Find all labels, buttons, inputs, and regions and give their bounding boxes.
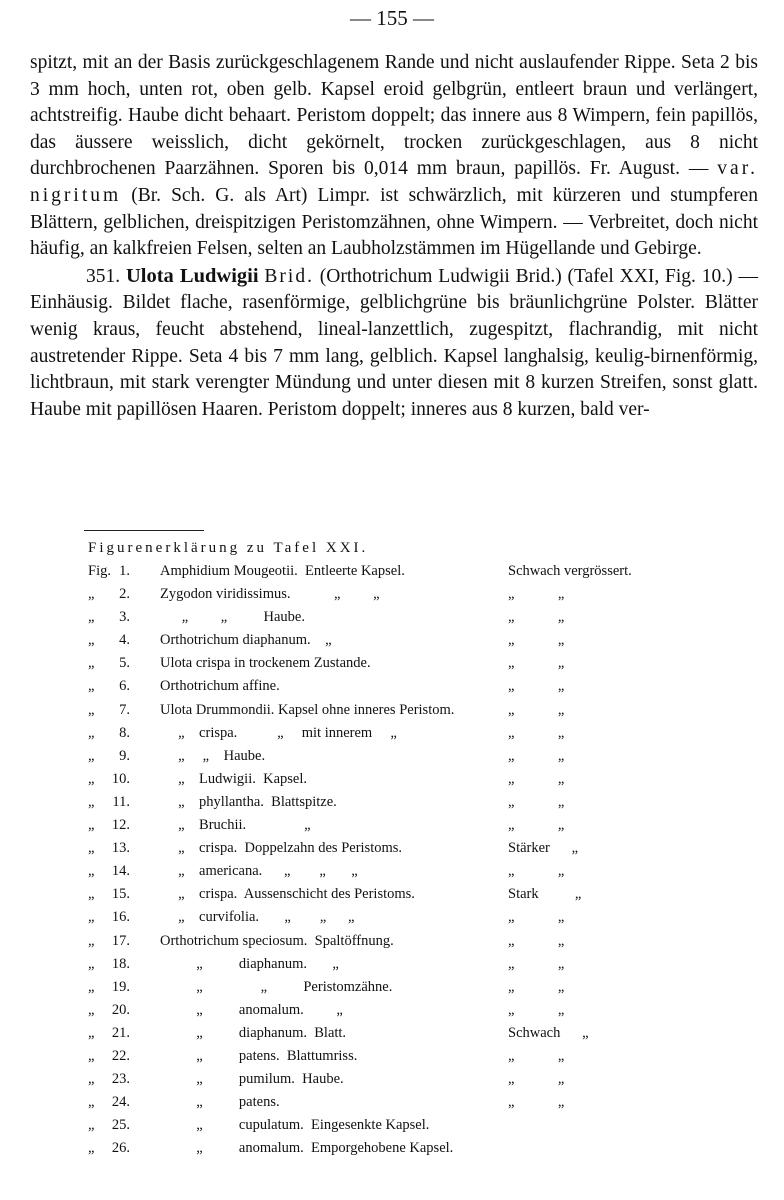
legend-fig-prefix: „ bbox=[88, 655, 95, 672]
legend-fig-magnification: „ „ bbox=[508, 655, 565, 672]
legend-fig-number: 7. bbox=[119, 701, 130, 718]
legend-fig-number: 15. bbox=[111, 886, 130, 903]
legend-fig-magnification: „ „ bbox=[508, 955, 565, 972]
legend-fig-prefix: „ bbox=[88, 1001, 95, 1018]
legend-fig-number: 11. bbox=[112, 793, 130, 810]
legend-fig-magnification: „ „ bbox=[508, 978, 565, 995]
page-number: — 155 — bbox=[350, 6, 434, 30]
legend-fig-description: Orthotrichum affine. bbox=[160, 678, 280, 695]
paragraph-continuation bbox=[30, 50, 758, 263]
legend-fig-prefix: „ bbox=[88, 678, 95, 695]
legend-fig-magnification: „ „ bbox=[508, 863, 565, 880]
legend-row bbox=[88, 1025, 688, 1048]
legend-row bbox=[88, 632, 688, 655]
legend-fig-prefix: „ bbox=[88, 724, 95, 741]
legend-fig-description: „ diaphanum. „ bbox=[160, 955, 339, 972]
legend-fig-description: „ americana. „ „ „ bbox=[160, 863, 358, 880]
legend-fig-description: Orthotrichum diaphanum. „ bbox=[160, 632, 332, 649]
legend-fig-magnification: „ „ bbox=[508, 1094, 565, 1111]
legend-fig-prefix: „ bbox=[88, 1117, 95, 1134]
figure-legend bbox=[88, 563, 688, 1163]
legend-fig-magnification: „ „ bbox=[508, 793, 565, 810]
legend-fig-magnification: „ „ bbox=[508, 701, 565, 718]
legend-fig-description: „ patens. Blattumriss. bbox=[160, 1047, 358, 1064]
legend-fig-prefix: „ bbox=[88, 1024, 95, 1041]
legend-fig-description: „ anomalum. Emporgehobene Kapsel. bbox=[160, 1140, 454, 1157]
legend-fig-description: „ crispa. Aussenschicht des Peristoms. bbox=[160, 886, 415, 903]
legend-fig-number: 24. bbox=[111, 1094, 130, 1111]
variety-label: var. bbox=[717, 158, 758, 180]
legend-fig-magnification: „ „ bbox=[508, 1047, 565, 1064]
legend-fig-number: 9. bbox=[119, 747, 130, 764]
legend-fig-description: Ulota crispa in trockenem Zustande. bbox=[160, 655, 371, 672]
legend-row bbox=[88, 1048, 688, 1071]
legend-fig-magnification: „ „ bbox=[508, 632, 565, 649]
legend-fig-magnification: „ „ bbox=[508, 724, 565, 741]
legend-fig-magnification: „ „ bbox=[508, 817, 565, 834]
legend-row bbox=[88, 1117, 688, 1140]
legend-fig-number: 18. bbox=[111, 955, 130, 972]
legend-fig-number: 2. bbox=[119, 586, 130, 603]
legend-fig-number: 1. bbox=[119, 563, 130, 579]
legend-fig-number: 8. bbox=[119, 724, 130, 741]
legend-fig-description: „ cupulatum. Eingesenkte Kapsel. bbox=[160, 1117, 430, 1134]
legend-fig-prefix: „ bbox=[88, 609, 95, 626]
legend-fig-magnification: Stärker „ bbox=[508, 840, 579, 857]
legend-fig-number: 21. bbox=[111, 1024, 130, 1041]
legend-fig-number: 23. bbox=[111, 1071, 130, 1088]
legend-fig-prefix: „ bbox=[88, 1140, 95, 1157]
legend-fig-magnification: „ „ bbox=[508, 678, 565, 695]
legend-fig-prefix: „ bbox=[88, 586, 95, 603]
legend-fig-number: 3. bbox=[119, 609, 130, 626]
legend-fig-magnification: „ „ bbox=[508, 909, 565, 926]
legend-row bbox=[88, 1140, 688, 1163]
separator-rule bbox=[84, 530, 204, 531]
legend-row bbox=[88, 655, 688, 678]
legend-fig-number: 22. bbox=[111, 1047, 130, 1064]
legend-fig-prefix: Fig. bbox=[88, 563, 111, 579]
legend-fig-prefix: „ bbox=[88, 632, 95, 649]
legend-row bbox=[88, 586, 688, 609]
legend-row bbox=[88, 563, 688, 586]
legend-fig-magnification: „ „ bbox=[508, 609, 565, 626]
paragraph-text: spitzt, mit an der Basis zurückgeschlagenem Rande und nicht auslaufender Rippe. Seta 2 bis 3 mm hoch, unten rot, oben gelb. Kapsel eroid gelbgrün, entleert braun und verlängert, achtstreifig. Haube dicht behaart. Peristom doppelt; das innere aus 8 Wimpern, fein papillös, das äussere weisslich, dicht gekörnelt, trocken zurückgeschlagen, aus 8 nicht durchbrochenen Paarzähnen. Sporen bis 0,014 mm braun, papillös. Fr. August. — bbox=[30, 52, 758, 180]
legend-row bbox=[88, 933, 688, 956]
legend-fig-prefix: „ bbox=[88, 817, 95, 834]
legend-fig-number: 5. bbox=[119, 655, 130, 672]
legend-fig-description: „ „ Haube. bbox=[160, 747, 266, 764]
species-author: Brid. bbox=[264, 265, 314, 287]
legend-row bbox=[88, 909, 688, 932]
legend-fig-prefix: „ bbox=[88, 909, 95, 926]
legend-row bbox=[88, 748, 688, 771]
legend-fig-prefix: „ bbox=[88, 978, 95, 995]
legend-row bbox=[88, 678, 688, 701]
legend-fig-description: „ crispa. Doppelzahn des Peristoms. bbox=[160, 840, 403, 857]
legend-fig-magnification: „ „ bbox=[508, 932, 565, 949]
species-number: 351. bbox=[86, 265, 126, 287]
legend-fig-number: 20. bbox=[111, 1001, 130, 1018]
legend-fig-magnification: „ „ bbox=[508, 586, 565, 603]
legend-row bbox=[88, 817, 688, 840]
legend-fig-prefix: „ bbox=[88, 840, 95, 857]
legend-row bbox=[88, 609, 688, 632]
legend-fig-description: „ pumilum. Haube. bbox=[160, 1071, 344, 1088]
legend-row bbox=[88, 794, 688, 817]
legend-fig-number: 13. bbox=[111, 840, 130, 857]
legend-title: Figurenerklärung zu Tafel XXI. bbox=[88, 540, 369, 556]
legend-fig-description: „ „ Peristomzähne. bbox=[160, 978, 393, 995]
legend-fig-prefix: „ bbox=[88, 863, 95, 880]
paragraph-text: (Br. Sch. G. als Art) Limpr. ist schwärzlich, mit kürzeren und stumpferen Blättern, gelblichen, dreispitzigen Peristomzähnen, ohne Wimpern. — Verbreitet, doch nicht häufig, an kalkfreien Felsen, selten an Laubholzstämmen im Hügellande und Gebirge. bbox=[30, 184, 758, 260]
legend-fig-description: „ Bruchii. „ bbox=[160, 817, 311, 834]
legend-fig-prefix: „ bbox=[88, 932, 95, 949]
legend-fig-number: 14. bbox=[111, 863, 130, 880]
legend-fig-prefix: „ bbox=[88, 793, 95, 810]
legend-fig-description: „ patens. bbox=[160, 1094, 280, 1111]
legend-fig-number: 25. bbox=[111, 1117, 130, 1134]
legend-row bbox=[88, 886, 688, 909]
legend-fig-magnification: „ „ bbox=[508, 747, 565, 764]
legend-fig-magnification: Schwach „ bbox=[508, 1024, 589, 1041]
legend-fig-prefix: „ bbox=[88, 1094, 95, 1111]
legend-fig-number: 19. bbox=[111, 978, 130, 995]
legend-row bbox=[88, 956, 688, 979]
legend-fig-description: „ anomalum. „ bbox=[160, 1001, 343, 1018]
species-description: (Orthotrichum Ludwigii Brid.) (Tafel XXI, Fig. 10.) — Einhäusig. Bildet flache, rasenförmige, gelblichgrüne bis bräunlichgrüne Polster. Blätter wenig kraus, feucht abstehend, lineal-lanzettlich, zugespitzt, flachrandig, mit nicht austretender Rippe. Seta 4 bis 7 mm lang, gelblich. Kapsel langhalsig, keulig-birnenförmig, lichtbraun, mit stark verengter Mündung und unter diesen mit 8 kurzen Streifen, sonst glatt. Haube mit papillösen Haaren. Peristom doppelt; inneres aus 8 kurzen, bald ver- bbox=[30, 265, 759, 420]
legend-fig-prefix: „ bbox=[88, 886, 95, 903]
legend-fig-number: 4. bbox=[119, 632, 130, 649]
legend-fig-number: 12. bbox=[111, 817, 130, 834]
legend-fig-description: „ „ Haube. bbox=[160, 609, 305, 626]
legend-fig-number: 6. bbox=[119, 678, 130, 695]
legend-fig-magnification: Schwach vergrössert. bbox=[508, 563, 632, 579]
legend-row bbox=[88, 1071, 688, 1094]
legend-fig-prefix: „ bbox=[88, 1071, 95, 1088]
legend-fig-number: 17. bbox=[111, 932, 130, 949]
species-name: Ulota Ludwigii bbox=[125, 264, 259, 287]
variety-name: nigritum bbox=[30, 184, 122, 206]
legend-fig-prefix: „ bbox=[88, 701, 95, 718]
legend-fig-number: 16. bbox=[111, 909, 130, 926]
legend-fig-prefix: „ bbox=[88, 1047, 95, 1064]
legend-row bbox=[88, 840, 688, 863]
legend-row bbox=[88, 702, 688, 725]
legend-fig-prefix: „ bbox=[88, 747, 95, 764]
legend-row bbox=[88, 725, 688, 748]
legend-fig-description: „ Ludwigii. Kapsel. bbox=[160, 770, 307, 787]
legend-fig-prefix: „ bbox=[88, 955, 95, 972]
legend-fig-description: „ crispa. „ mit innerem „ bbox=[160, 724, 397, 741]
legend-fig-description: „ curvifolia. „ „ „ bbox=[160, 909, 355, 926]
legend-fig-prefix: „ bbox=[88, 770, 95, 787]
legend-row bbox=[88, 1002, 688, 1025]
legend-row bbox=[88, 863, 688, 886]
legend-fig-magnification: „ „ bbox=[508, 770, 565, 787]
legend-fig-description: „ phyllantha. Blattspitze. bbox=[160, 793, 337, 810]
legend-fig-description: „ diaphanum. Blatt. bbox=[160, 1024, 347, 1041]
legend-fig-description: Zygodon viridissimus. „ „ bbox=[160, 586, 380, 603]
legend-row bbox=[88, 979, 688, 1002]
legend-fig-description: Ulota Drummondii. Kapsel ohne inneres Peristom. bbox=[160, 701, 455, 718]
legend-fig-number: 10. bbox=[111, 770, 130, 787]
legend-fig-description: Amphidium Mougeotii. Entleerte Kapsel. bbox=[160, 563, 405, 579]
species-entry bbox=[30, 263, 758, 424]
legend-fig-description: Orthotrichum speciosum. Spaltöffnung. bbox=[160, 932, 394, 949]
body-text bbox=[30, 50, 758, 423]
legend-row bbox=[88, 1094, 688, 1117]
legend-row bbox=[88, 771, 688, 794]
legend-fig-number: 26. bbox=[111, 1140, 130, 1157]
legend-fig-magnification: Stark „ bbox=[508, 886, 582, 903]
legend-fig-magnification: „ „ bbox=[508, 1001, 565, 1018]
legend-fig-magnification: „ „ bbox=[508, 1071, 565, 1088]
